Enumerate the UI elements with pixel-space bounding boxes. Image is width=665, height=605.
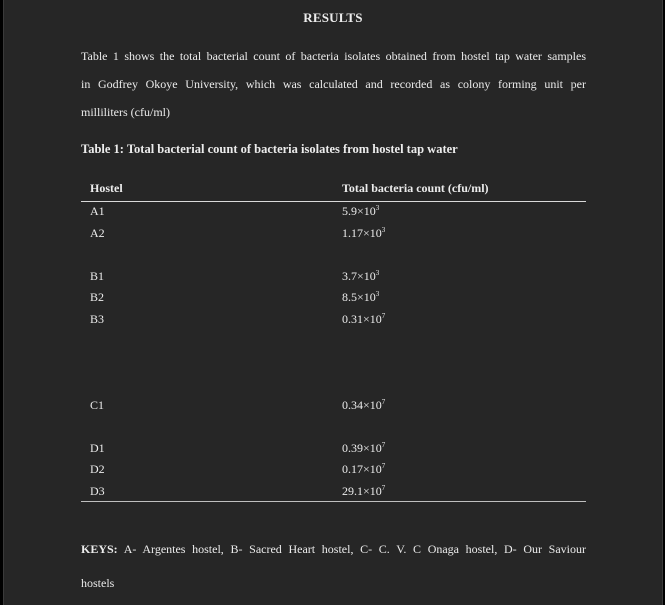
count-cell: [342, 226, 385, 241]
count-cell: [342, 312, 385, 327]
count-exponent: 7: [381, 397, 386, 406]
table-bottom-rule: [81, 501, 586, 502]
table-row-spacer: [81, 245, 586, 267]
table-row: [81, 482, 586, 504]
count-cell: [342, 398, 385, 413]
count-mantissa: 8.5×10: [342, 290, 376, 304]
count-mantissa: 0.31×10: [342, 311, 382, 326]
count-cell: [342, 290, 379, 305]
table-row: [81, 288, 586, 310]
count-exponent: 3: [375, 204, 380, 212]
hostel-cell: A2: [90, 225, 105, 240]
paragraph-line: in Godfrey Okoye University, which was calculated and recorded as colony forming unit per: [81, 77, 586, 91]
count-mantissa: 29.1×10: [342, 483, 382, 498]
hostel-cell: B3: [90, 311, 105, 326]
table-row-spacer: [81, 417, 586, 439]
count-cell: [342, 441, 385, 456]
keys-label: KEYS:: [81, 542, 118, 556]
count-mantissa: 0.17×10: [342, 462, 382, 476]
table-row: [81, 396, 586, 418]
intro-paragraph: [81, 42, 586, 126]
count-exponent: 3: [375, 290, 380, 298]
count-exponent: 7: [381, 440, 386, 449]
hostel-cell: B2: [90, 290, 105, 304]
count-exponent: 3: [375, 268, 380, 277]
count-cell: [342, 484, 385, 499]
table-row: [81, 439, 586, 461]
count-mantissa: 1.17×10: [342, 225, 382, 240]
count-cell: [342, 462, 385, 477]
column-header-count: Total bacteria count (cfu/ml): [342, 181, 489, 195]
table-row: [81, 310, 586, 332]
keys-text: A- Argentes hostel, B- Sacred Heart hostel, C- C. V. C Onaga hostel, D- Our Saviour: [123, 542, 586, 556]
table-row: [81, 202, 586, 224]
paragraph-line: milliliters (cfu/ml): [81, 105, 170, 119]
table-row: [81, 224, 586, 246]
table-row-spacer: [81, 331, 586, 353]
section-heading: RESULTS: [303, 10, 363, 25]
hostel-cell: D3: [90, 483, 105, 498]
hostel-cell: C1: [90, 397, 105, 412]
count-cell: [342, 269, 379, 284]
count-exponent: 3: [381, 225, 386, 234]
column-header-hostel: Hostel: [90, 181, 123, 195]
count-mantissa: 0.34×10: [342, 397, 382, 412]
table-header: [81, 176, 586, 202]
bacterial-count-table: [81, 176, 586, 503]
count-exponent: 7: [381, 483, 386, 492]
hostel-cell: A1: [90, 204, 105, 218]
table-row-spacer: [81, 374, 586, 396]
table-row: [81, 460, 586, 482]
table-row: [81, 267, 586, 289]
hostel-cell: D1: [90, 440, 105, 455]
count-mantissa: 3.7×10: [342, 268, 376, 283]
hostel-cell: D2: [90, 462, 105, 476]
table-body: [81, 202, 586, 503]
count-cell: [342, 204, 379, 219]
table-title: Table 1: Total bacterial count of bacteria isolates from hostel tap water: [81, 142, 458, 156]
keys-line: hostels: [81, 576, 115, 590]
count-mantissa: 0.39×10: [342, 440, 382, 455]
count-exponent: 7: [381, 462, 386, 470]
count-exponent: 7: [381, 311, 386, 320]
table-row-spacer: [81, 353, 586, 375]
keys-line: [81, 532, 586, 566]
document-page: [3, 0, 663, 605]
hostel-cell: B1: [90, 268, 105, 283]
keys-note: [81, 532, 586, 600]
paragraph-line: Table 1 shows the total bacterial count of bacteria isolates obtained from hostel tap water samples: [81, 49, 586, 63]
count-mantissa: 5.9×10: [342, 204, 376, 218]
